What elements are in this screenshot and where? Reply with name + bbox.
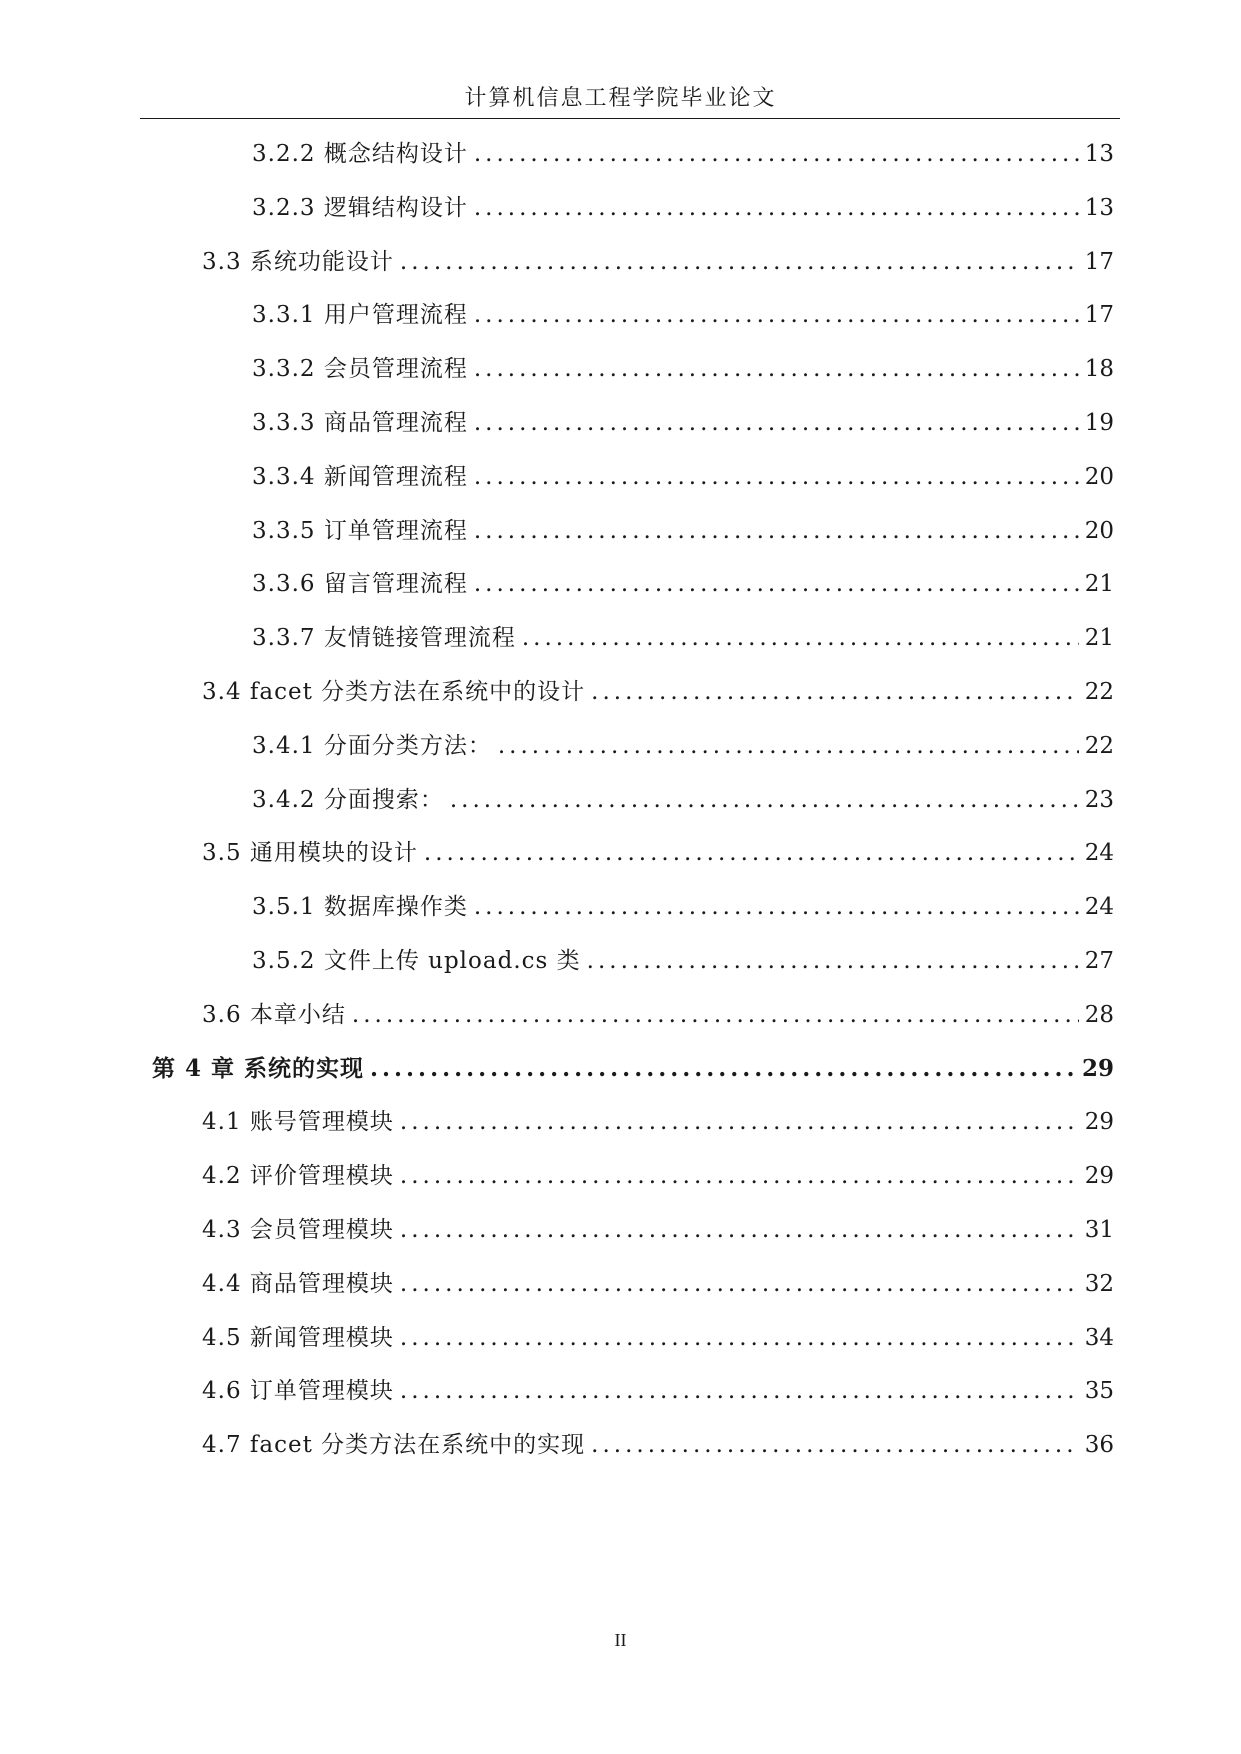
toc-entry-label: 4.6 订单管理模块: [202, 1378, 394, 1405]
toc-entry[interactable]: [202, 1266, 1114, 1302]
toc-entry[interactable]: [202, 674, 1114, 710]
toc-dot-leader: [352, 997, 1079, 1033]
toc-entry-page-number: 24: [1084, 840, 1114, 867]
toc-entry-page-number: 20: [1084, 517, 1114, 544]
toc-entry-label: 3.3.5 订单管理流程: [252, 517, 468, 544]
toc-entry-page-number: 28: [1084, 1001, 1114, 1028]
toc-entry-label: 3.2.2 概念结构设计: [252, 141, 468, 167]
toc-dot-leader: [591, 674, 1079, 710]
toc-entry-label: 第 4 章 系统的实现: [152, 1054, 365, 1082]
toc-entry[interactable]: [152, 1051, 1114, 1087]
toc-entry-page-number: 22: [1084, 679, 1114, 705]
toc-entry-label: 4.1 账号管理模块: [202, 1109, 394, 1136]
toc-entry[interactable]: [252, 136, 1114, 172]
toc-dot-leader: [474, 136, 1079, 172]
toc-dot-leader: [400, 1158, 1079, 1194]
toc-entry-page-number: 22: [1084, 732, 1114, 759]
toc-entry[interactable]: [202, 997, 1114, 1033]
toc-entry[interactable]: [252, 459, 1114, 495]
toc-entry-page-number: 13: [1084, 141, 1114, 167]
toc-entry-label: 3.3.1 用户管理流程: [252, 302, 468, 329]
toc-entry[interactable]: [202, 1158, 1114, 1194]
toc-entry-page-number: 34: [1084, 1324, 1114, 1351]
toc-dot-leader: [522, 620, 1079, 656]
toc-entry-label: 3.3.4 新闻管理流程: [252, 463, 468, 490]
toc-entry-page-number: 27: [1084, 948, 1114, 974]
toc-entry[interactable]: [252, 566, 1114, 602]
toc-entry[interactable]: [202, 1373, 1114, 1409]
toc-dot-leader: [450, 782, 1079, 818]
toc-dot-leader: [474, 297, 1079, 333]
toc-entry[interactable]: [252, 513, 1114, 549]
toc-dot-leader: [400, 244, 1079, 280]
toc-dot-leader: [370, 1051, 1076, 1087]
toc-entry-page-number: 17: [1084, 302, 1114, 329]
toc-dot-leader: [498, 728, 1079, 764]
toc-entry-page-number: 21: [1084, 625, 1114, 652]
toc-entry-page-number: 13: [1084, 194, 1114, 221]
toc-entry-label: 4.7 facet 分类方法在系统中的实现: [202, 1432, 586, 1459]
toc-dot-leader: [474, 405, 1079, 441]
toc-entry-label: 3.3.3 商品管理流程: [252, 410, 468, 436]
toc-entry-label: 3.3.2 会员管理流程: [252, 356, 468, 383]
toc-dot-leader: [474, 190, 1079, 226]
toc-entry[interactable]: [202, 1212, 1114, 1248]
toc-dot-leader: [474, 566, 1079, 602]
toc-entry[interactable]: [252, 943, 1114, 979]
toc-entry-label: 3.3 系统功能设计: [202, 248, 394, 275]
toc-entry[interactable]: [252, 351, 1114, 387]
toc-entry[interactable]: [252, 190, 1114, 226]
toc-entry-label: 3.5.1 数据库操作类: [252, 894, 468, 921]
toc-entry[interactable]: [252, 405, 1114, 441]
toc-entry-page-number: 17: [1084, 248, 1114, 275]
toc-entry[interactable]: [252, 782, 1114, 818]
toc-dot-leader: [591, 1427, 1079, 1463]
toc-entry-label: 4.5 新闻管理模块: [202, 1324, 394, 1351]
toc-entry-page-number: 31: [1084, 1217, 1114, 1243]
page-number: II: [614, 1630, 627, 1650]
toc-entry[interactable]: [202, 1320, 1114, 1356]
toc-entry-page-number: 35: [1084, 1378, 1114, 1405]
toc-dot-leader: [400, 1320, 1079, 1356]
toc-dot-leader: [400, 1373, 1079, 1409]
toc-entry-label: 3.5.2 文件上传 upload.cs 类: [252, 948, 581, 974]
header-divider: [140, 118, 1120, 119]
toc-entry-label: 3.3.7 友情链接管理流程: [252, 625, 516, 652]
toc-entry-label: 3.4.1 分面分类方法：: [252, 732, 492, 759]
toc-entry-page-number: 32: [1084, 1270, 1114, 1297]
toc-entry-page-number: 29: [1084, 1109, 1114, 1136]
toc-entry-page-number: 21: [1084, 571, 1114, 598]
toc-entry-page-number: 29: [1081, 1054, 1114, 1082]
toc-entry-page-number: 29: [1084, 1163, 1114, 1190]
toc-entry-page-number: 24: [1084, 894, 1114, 921]
toc-dot-leader: [474, 351, 1079, 387]
toc-entry-label: 3.4.2 分面搜索：: [252, 786, 444, 813]
toc-entry-page-number: 19: [1084, 410, 1114, 436]
toc-dot-leader: [474, 513, 1079, 549]
toc-entry-label: 3.6 本章小结: [202, 1001, 346, 1028]
toc-entry[interactable]: [202, 244, 1114, 280]
toc-entry-page-number: 23: [1084, 786, 1114, 813]
toc-entry-page-number: 20: [1084, 463, 1114, 490]
toc-entry[interactable]: [252, 889, 1114, 925]
toc-dot-leader: [587, 943, 1079, 979]
toc-entry-label: 3.5 通用模块的设计: [202, 840, 418, 867]
toc-dot-leader: [400, 1104, 1079, 1140]
toc-dot-leader: [400, 1266, 1079, 1302]
toc-dot-leader: [400, 1212, 1079, 1248]
toc-entry-label: 3.2.3 逻辑结构设计: [252, 194, 468, 221]
toc-entry-label: 4.4 商品管理模块: [202, 1270, 394, 1297]
toc-entry[interactable]: [202, 1104, 1114, 1140]
toc-entry[interactable]: [202, 835, 1114, 871]
toc-entry-label: 4.2 评价管理模块: [202, 1163, 394, 1190]
toc-entry-label: 4.3 会员管理模块: [202, 1217, 394, 1243]
toc-entry[interactable]: [252, 297, 1114, 333]
toc-entry[interactable]: [202, 1427, 1114, 1463]
toc-dot-leader: [424, 835, 1079, 871]
toc-dot-leader: [474, 889, 1079, 925]
toc-entry-label: 3.4 facet 分类方法在系统中的设计: [202, 679, 586, 705]
toc-entry[interactable]: [252, 620, 1114, 656]
toc-entry-page-number: 36: [1084, 1432, 1114, 1459]
toc-dot-leader: [474, 459, 1079, 495]
page-header-title: 计算机信息工程学院毕业论文: [464, 86, 777, 111]
toc-entry[interactable]: [252, 728, 1114, 764]
toc-entry-label: 3.3.6 留言管理流程: [252, 571, 468, 598]
toc-entry-page-number: 18: [1084, 356, 1114, 383]
